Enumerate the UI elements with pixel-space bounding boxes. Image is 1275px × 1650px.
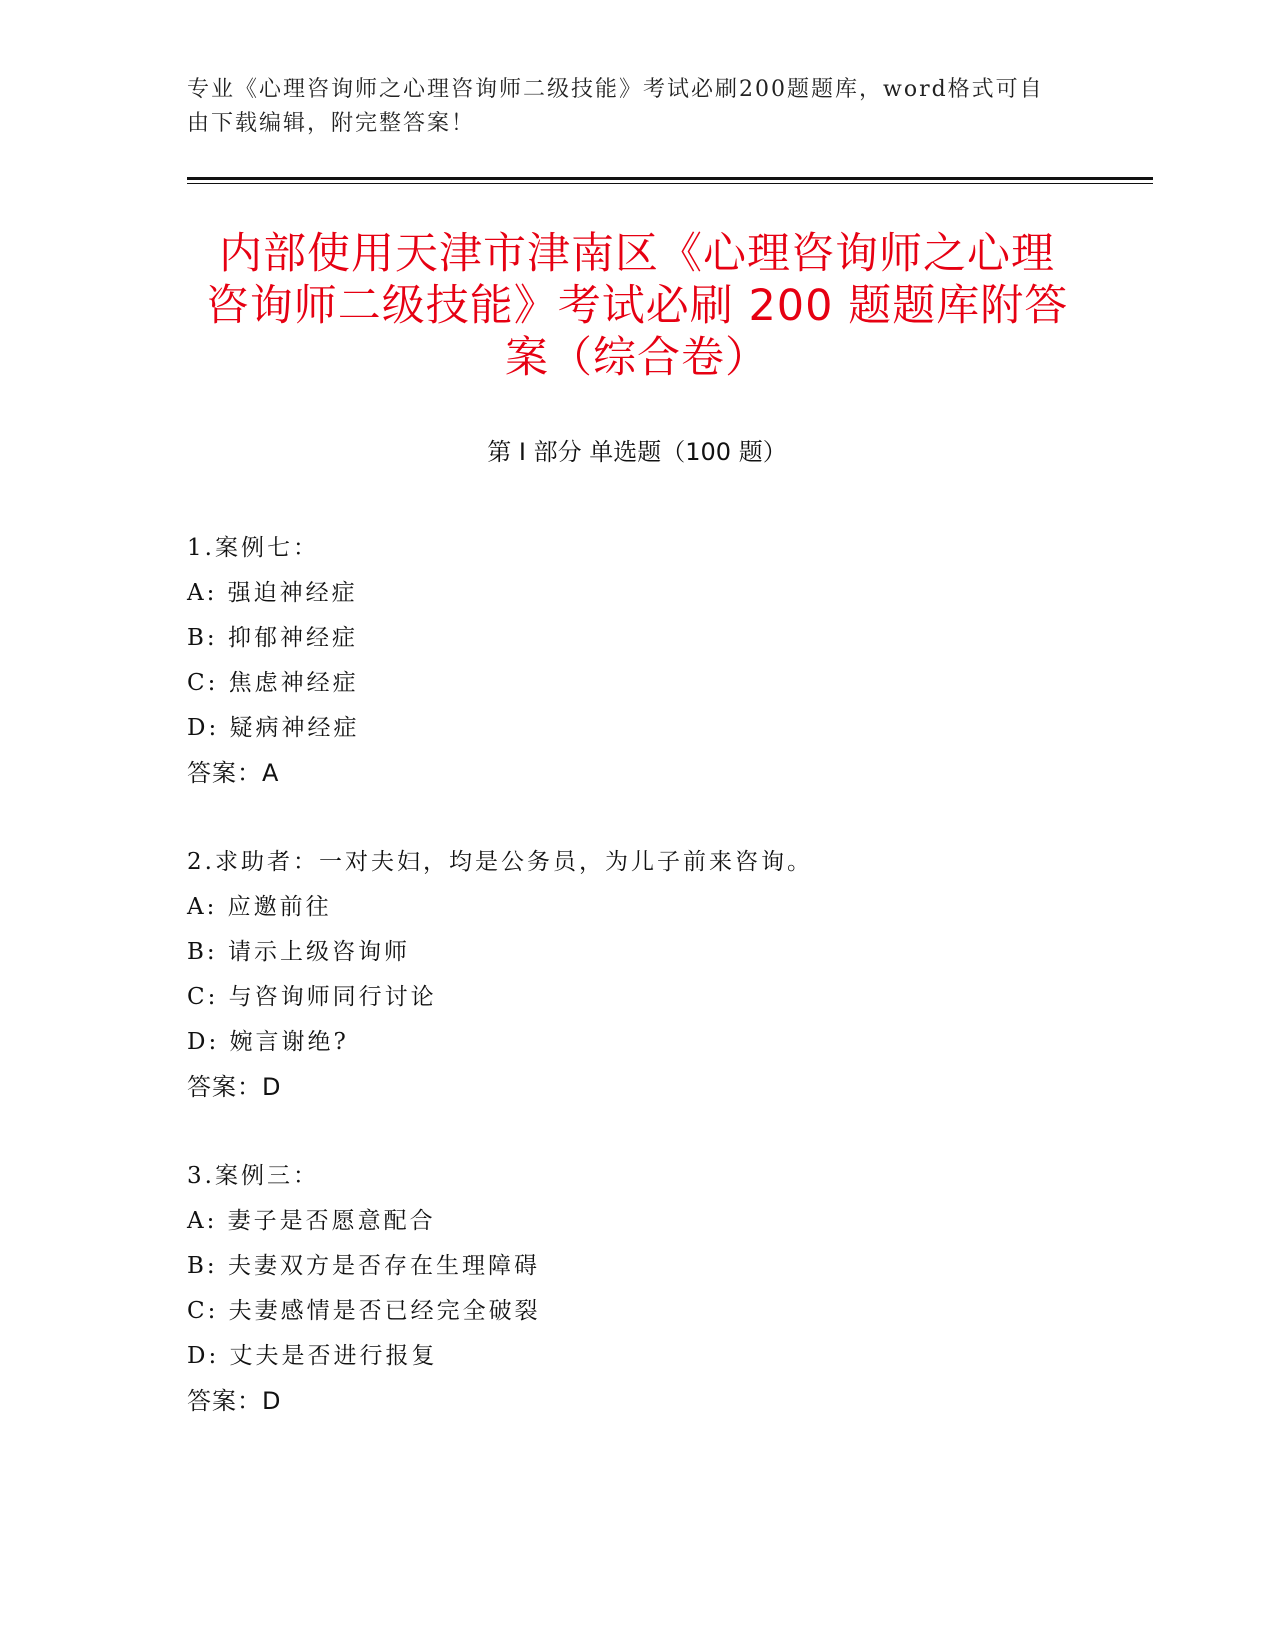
question-list (187, 526, 1087, 1468)
title-line-2: 咨询师二级技能》考试必刷 200 题题库附答 (205, 281, 1069, 331)
option-a: A: 强迫神经症 (187, 580, 358, 606)
option-c: C: 夫妻感情是否已经完全破裂 (187, 1298, 541, 1324)
question-stem: 2.求助者：一对夫妇，均是公务员，为儿子前来咨询。 (187, 849, 813, 875)
option-b: B: 抑郁神经症 (187, 625, 358, 651)
title-line-1: 内部使用天津市津南区《心理咨询师之心理 (219, 229, 1055, 279)
question-2 (187, 840, 1087, 1110)
document-intro (187, 73, 1057, 141)
header-divider-thin (187, 183, 1153, 184)
title-line-3: 案（综合卷） (505, 333, 769, 383)
option-a: A: 应邀前往 (187, 894, 332, 920)
question-3 (187, 1154, 1087, 1424)
intro-line-2: 由下载编辑，附完整答案！ (187, 111, 476, 136)
intro-line-1: 专业《心理咨询师之心理咨询师二级技能》考试必刷200题题库，word格式可自 (187, 77, 1044, 102)
option-d: D: 婉言谢绝? (187, 1029, 349, 1055)
header-divider-thick (187, 177, 1153, 180)
question-1 (187, 526, 1087, 796)
option-c: C: 焦虑神经症 (187, 670, 359, 696)
question-stem: 3.案例三： (187, 1163, 319, 1189)
answer-text: 答案：D (187, 1073, 282, 1101)
option-d: D: 疑病神经症 (187, 715, 360, 741)
option-a: A: 妻子是否愿意配合 (187, 1208, 436, 1234)
option-b: B: 夫妻双方是否存在生理障碍 (187, 1253, 540, 1279)
answer-text: 答案：A (187, 759, 280, 787)
answer-text: 答案：D (187, 1387, 282, 1415)
option-b: B: 请示上级咨询师 (187, 939, 410, 965)
section-heading: 第 I 部分 单选题（100 题） (487, 438, 787, 466)
option-d: D: 丈夫是否进行报复 (187, 1343, 438, 1369)
option-c: C: 与咨询师同行讨论 (187, 984, 437, 1010)
question-stem: 1.案例七： (187, 535, 319, 561)
document-title (187, 228, 1087, 384)
